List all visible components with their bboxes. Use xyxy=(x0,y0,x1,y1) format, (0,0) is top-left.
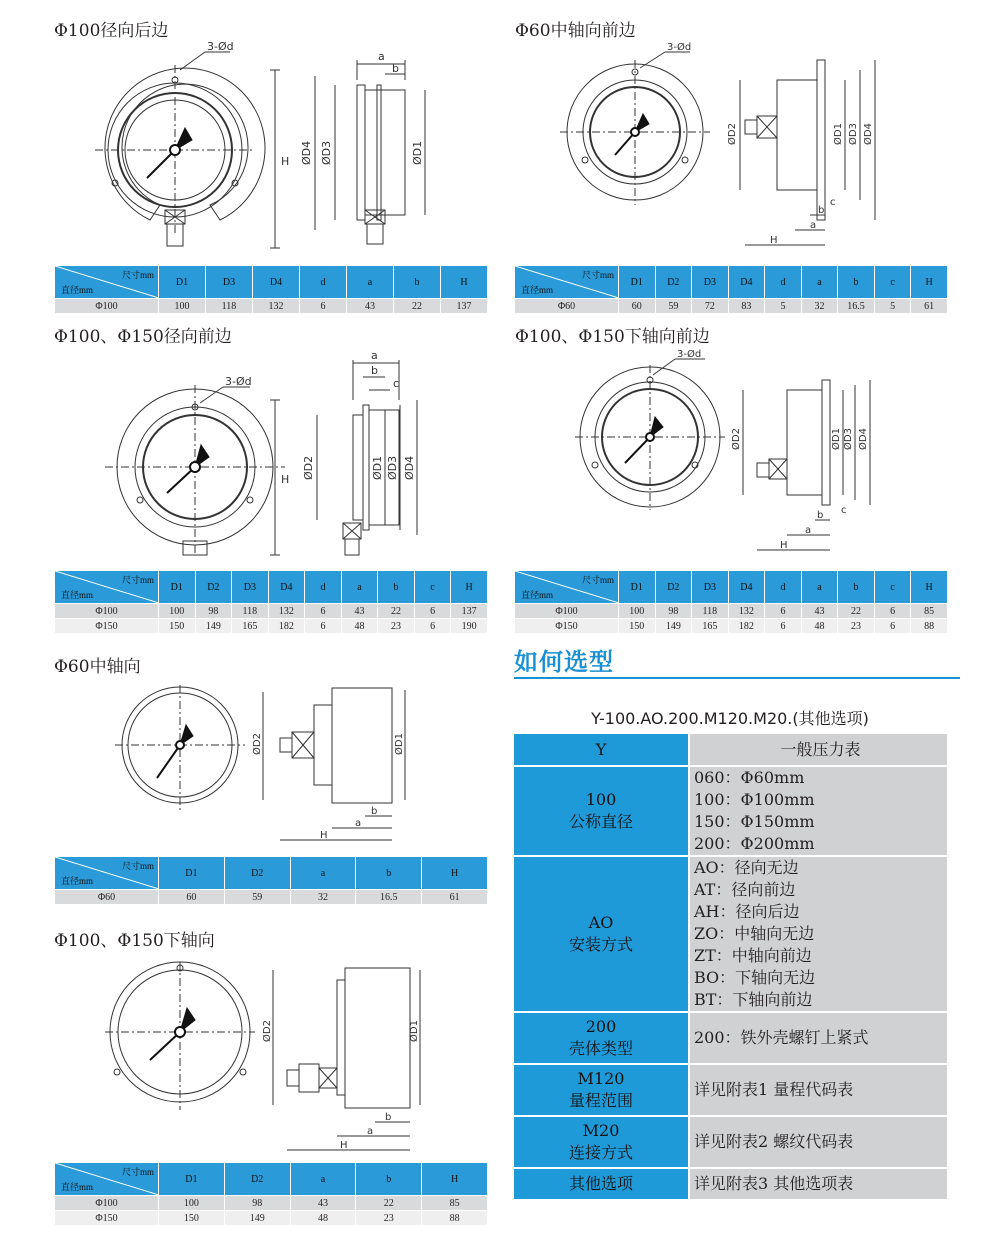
corner-top: 尺寸mm xyxy=(581,270,614,280)
table-cell: 59 xyxy=(224,890,290,905)
table-cell: 132 xyxy=(253,299,300,314)
selection-values xyxy=(689,856,947,1012)
label-D2-2: ØD2 xyxy=(727,123,738,145)
table-row xyxy=(515,619,948,634)
table-header: b xyxy=(838,266,875,299)
section-title-2: Φ60中轴向前边 xyxy=(515,21,636,41)
corner-top: 尺寸mm xyxy=(121,270,154,280)
table-header: D2 xyxy=(655,571,692,604)
label-H-5: H xyxy=(320,830,328,841)
selection-value: ZO：中轴向无边 xyxy=(694,924,815,943)
selection-values xyxy=(689,1064,947,1116)
label-D3-2: ØD3 xyxy=(848,123,859,145)
table-cell: 5 xyxy=(765,299,802,314)
gauge-drawing-2 xyxy=(560,40,900,255)
table-cell: 43 xyxy=(801,604,838,619)
table-header: a xyxy=(290,857,356,890)
selection-code: AO xyxy=(588,913,614,932)
corner-top: 尺寸mm xyxy=(581,575,614,585)
table-cell: 59 xyxy=(655,299,692,314)
label-c-2: c xyxy=(830,197,836,208)
table-cell: 48 xyxy=(341,619,378,634)
selection-code: 100 xyxy=(585,790,617,809)
table-cell: 132 xyxy=(728,604,765,619)
corner-top: 尺寸mm xyxy=(121,861,154,871)
label-b-1: b xyxy=(392,62,399,75)
selection-name: 其他选项 xyxy=(568,1174,633,1193)
table-cell: 32 xyxy=(290,890,356,905)
selection-key xyxy=(514,1168,689,1200)
table-header: D4 xyxy=(728,571,765,604)
label-a-5: a xyxy=(355,818,362,829)
table-cell: 137 xyxy=(451,604,488,619)
corner-bottom: 直径mm xyxy=(521,285,554,295)
table-cell: 6 xyxy=(300,299,347,314)
table-cell: 118 xyxy=(692,604,729,619)
table-cell: 132 xyxy=(268,604,305,619)
selection-name: 公称直径 xyxy=(568,812,633,831)
gauge-drawing-5 xyxy=(115,680,435,850)
selection-row xyxy=(514,1116,947,1168)
table-cell: 22 xyxy=(838,604,875,619)
table-header: D2 xyxy=(195,571,232,604)
table-header: b xyxy=(394,266,441,299)
label-D4-2: ØD4 xyxy=(863,123,874,145)
table-cell: 23 xyxy=(356,1211,422,1226)
section-title-1: Φ100径向后边 xyxy=(54,21,169,41)
selection-value: BO：下轴向无边 xyxy=(694,968,816,987)
selection-row xyxy=(514,1168,947,1200)
table-cell: 182 xyxy=(728,619,765,634)
table-cell: Φ100 xyxy=(515,604,619,619)
label-D4-1: ØD4 xyxy=(300,140,313,165)
table-header: H xyxy=(422,1163,488,1196)
table-cell: 43 xyxy=(290,1196,356,1211)
label-b-5: b xyxy=(371,806,378,817)
table-cell: 60 xyxy=(619,299,656,314)
label-H-4: H xyxy=(780,540,788,551)
table-cell: 6 xyxy=(414,619,451,634)
selection-key xyxy=(514,1012,689,1064)
table-cell: Φ60 xyxy=(515,299,619,314)
corner-top: 尺寸mm xyxy=(121,575,154,585)
table-cell: 61 xyxy=(422,890,488,905)
label-b-4: b xyxy=(817,510,824,521)
table-cell: 6 xyxy=(765,604,802,619)
table-cell: 72 xyxy=(692,299,729,314)
label-a-2: a xyxy=(810,220,817,231)
table-row xyxy=(55,1211,488,1226)
label-c-4: c xyxy=(841,505,847,516)
table-corner xyxy=(55,1163,159,1196)
selection-code: M120 xyxy=(577,1069,625,1088)
table-cell: 6 xyxy=(874,604,911,619)
table-cell: 43 xyxy=(341,604,378,619)
table-corner xyxy=(55,857,159,890)
selection-table xyxy=(514,734,947,1201)
label-b-6: b xyxy=(385,1112,392,1123)
section-title-6: Φ100、Φ150下轴向 xyxy=(54,931,215,951)
selection-value: BT：下轴向前边 xyxy=(694,990,813,1009)
table-cell: Φ100 xyxy=(55,1196,159,1211)
selection-row xyxy=(514,1012,947,1064)
table-cell: 23 xyxy=(838,619,875,634)
table-cell: 150 xyxy=(619,619,656,634)
table-cell: 6 xyxy=(874,619,911,634)
table-header: d xyxy=(300,266,347,299)
label-D4-3: ØD4 xyxy=(403,455,416,480)
table-cell: 149 xyxy=(224,1211,290,1226)
label-D2-5: ØD2 xyxy=(252,733,263,755)
table-cell: 98 xyxy=(224,1196,290,1211)
table-header: b xyxy=(378,571,415,604)
selection-name: 量程范围 xyxy=(568,1091,633,1110)
table-cell: Φ100 xyxy=(55,299,159,314)
label-H-1: H xyxy=(281,155,290,168)
label-D3-3: ØD3 xyxy=(386,455,399,480)
table-cell: 150 xyxy=(159,1211,225,1226)
table-cell: 6 xyxy=(414,604,451,619)
table-cell: 137 xyxy=(441,299,488,314)
label-H-3: H xyxy=(281,473,290,486)
table-cell: 118 xyxy=(206,299,253,314)
corner-bottom: 直径mm xyxy=(61,876,94,886)
selection-value: 详见附表2 螺纹代码表 xyxy=(694,1132,854,1151)
table-cell: 190 xyxy=(451,619,488,634)
dim-table-1 xyxy=(54,265,488,314)
selection-value: 060：Φ60mm xyxy=(694,768,805,787)
selection-code: Y xyxy=(595,739,607,759)
selection-value: 详见附表1 量程代码表 xyxy=(694,1080,854,1099)
selection-key xyxy=(514,734,689,766)
label-hole-4: 3-Ød xyxy=(677,349,702,360)
table-header: b xyxy=(356,857,422,890)
table-header: d xyxy=(765,571,802,604)
selection-row xyxy=(514,856,947,1012)
label-D1-5: ØD1 xyxy=(394,733,405,755)
table-header: c xyxy=(874,571,911,604)
label-D1-4: ØD1 xyxy=(831,428,842,450)
dim-table-2 xyxy=(514,265,948,314)
table-cell: 98 xyxy=(195,604,232,619)
table-header: D1 xyxy=(159,266,206,299)
table-cell: 100 xyxy=(619,604,656,619)
table-cell: 16.5 xyxy=(838,299,875,314)
table-cell: 83 xyxy=(728,299,765,314)
table-header: D2 xyxy=(224,857,290,890)
selection-value: ZT：中轴向前边 xyxy=(694,946,812,965)
label-D1-2: ØD1 xyxy=(833,123,844,145)
selection-value: 一般压力表 xyxy=(780,739,861,759)
corner-bottom: 直径mm xyxy=(61,285,94,295)
table-header: a xyxy=(341,571,378,604)
selection-row xyxy=(514,766,947,856)
table-row xyxy=(515,604,948,619)
dim-table-5 xyxy=(54,856,488,905)
table-header: c xyxy=(874,266,911,299)
table-header: D2 xyxy=(655,266,692,299)
table-header: H xyxy=(422,857,488,890)
table-cell: 48 xyxy=(801,619,838,634)
table-cell: Φ60 xyxy=(55,890,159,905)
selection-key xyxy=(514,856,689,1012)
table-header: D3 xyxy=(206,266,253,299)
selection-value: 详见附表3 其他选项表 xyxy=(694,1174,854,1193)
label-b-2: b xyxy=(818,205,825,216)
corner-bottom: 直径mm xyxy=(61,590,94,600)
table-cell: Φ100 xyxy=(55,604,159,619)
table-cell: 100 xyxy=(159,604,196,619)
table-cell: Φ150 xyxy=(55,1211,159,1226)
selection-code: M20 xyxy=(582,1121,620,1140)
label-a-6: a xyxy=(367,1126,374,1137)
table-header: D1 xyxy=(159,857,225,890)
selection-row xyxy=(514,734,947,766)
label-c-3: c xyxy=(393,377,400,390)
selection-values xyxy=(689,734,947,766)
corner-bottom: 直径mm xyxy=(521,590,554,600)
selection-code: 200 xyxy=(585,1017,617,1036)
model-code: Y-100.AO.200.M120.M20.(其他选项) xyxy=(591,709,869,728)
table-cell: 22 xyxy=(378,604,415,619)
table-row xyxy=(55,619,488,634)
table-cell: 5 xyxy=(874,299,911,314)
gauge-drawing-4 xyxy=(575,345,895,560)
selection-row xyxy=(514,1064,947,1116)
table-header: D4 xyxy=(253,266,300,299)
label-hole-2: 3-Ød xyxy=(667,42,692,53)
selection-value: AT：径向前边 xyxy=(694,880,796,899)
table-cell: 149 xyxy=(655,619,692,634)
table-cell: 61 xyxy=(911,299,948,314)
table-cell: 85 xyxy=(422,1196,488,1211)
table-corner xyxy=(55,571,159,604)
howto-title: 如何选型 xyxy=(514,648,614,676)
table-header: D1 xyxy=(619,571,656,604)
section-title-5: Φ60中轴向 xyxy=(54,657,141,677)
table-cell: 98 xyxy=(655,604,692,619)
table-header: a xyxy=(801,266,838,299)
label-D1-6: ØD1 xyxy=(409,1020,420,1042)
table-cell: 182 xyxy=(268,619,305,634)
table-header: D4 xyxy=(268,571,305,604)
label-D2-3: ØD2 xyxy=(302,455,315,480)
table-cell: 149 xyxy=(195,619,232,634)
label-a-4: a xyxy=(805,525,812,536)
table-cell: 60 xyxy=(159,890,225,905)
table-cell: 85 xyxy=(911,604,948,619)
selection-value: 150：Φ150mm xyxy=(694,812,815,831)
selection-values xyxy=(689,766,947,856)
selection-key xyxy=(514,1064,689,1116)
table-cell: 16.5 xyxy=(356,890,422,905)
selection-name: 连接方式 xyxy=(568,1143,633,1162)
table-cell: 6 xyxy=(305,619,342,634)
table-header: c xyxy=(414,571,451,604)
selection-value: 200：Φ200mm xyxy=(694,834,815,853)
label-D2-6: ØD2 xyxy=(262,1020,273,1042)
table-corner xyxy=(515,266,619,299)
table-row xyxy=(55,1196,488,1211)
selection-key xyxy=(514,766,689,856)
table-header: d xyxy=(765,266,802,299)
dim-table-6 xyxy=(54,1162,488,1226)
howto-header xyxy=(514,642,960,679)
selection-values xyxy=(689,1116,947,1168)
label-hole-1: 3-Ød xyxy=(207,40,234,53)
corner-bottom: 直径mm xyxy=(61,1182,94,1192)
table-cell: 165 xyxy=(692,619,729,634)
dim-table-4 xyxy=(514,570,948,634)
table-header: D1 xyxy=(619,266,656,299)
table-cell: 6 xyxy=(765,619,802,634)
table-header: b xyxy=(356,1163,422,1196)
table-cell: Φ150 xyxy=(55,619,159,634)
selection-value: AO：径向无边 xyxy=(694,858,799,877)
table-cell: 88 xyxy=(422,1211,488,1226)
table-header: a xyxy=(347,266,394,299)
table-cell: 165 xyxy=(232,619,269,634)
label-a-3: a xyxy=(371,349,378,362)
table-header: H xyxy=(441,266,488,299)
gauge-drawing-1 xyxy=(95,40,455,255)
selection-values xyxy=(689,1168,947,1200)
table-corner xyxy=(515,571,619,604)
label-a-1: a xyxy=(378,50,385,63)
table-row xyxy=(515,299,948,314)
table-header: b xyxy=(838,571,875,604)
table-cell: 23 xyxy=(378,619,415,634)
table-cell: 118 xyxy=(232,604,269,619)
table-cell: 100 xyxy=(159,299,206,314)
selection-value: 200：铁外壳螺钉上紧式 xyxy=(694,1028,869,1047)
label-b-3: b xyxy=(371,364,378,377)
section-title-4: Φ100、Φ150下轴向前边 xyxy=(515,327,710,347)
selection-value: AH：径向后边 xyxy=(694,902,800,921)
table-cell: 150 xyxy=(159,619,196,634)
table-cell: 43 xyxy=(347,299,394,314)
gauge-drawing-3 xyxy=(95,345,455,565)
table-header: D3 xyxy=(692,571,729,604)
table-cell: 22 xyxy=(394,299,441,314)
table-header: D1 xyxy=(159,571,196,604)
table-header: D3 xyxy=(232,571,269,604)
table-cell: 6 xyxy=(305,604,342,619)
label-H-2: H xyxy=(770,235,778,246)
table-header: D2 xyxy=(224,1163,290,1196)
table-corner xyxy=(55,266,159,299)
corner-top: 尺寸mm xyxy=(121,1167,154,1177)
label-D2-4: ØD2 xyxy=(731,428,742,450)
table-header: D3 xyxy=(692,266,729,299)
table-header: d xyxy=(305,571,342,604)
label-D3-4: ØD3 xyxy=(843,428,854,450)
table-header: H xyxy=(911,266,948,299)
gauge-drawing-6 xyxy=(105,960,435,1160)
label-D3-1: ØD3 xyxy=(320,140,333,165)
table-row xyxy=(55,604,488,619)
table-header: H xyxy=(451,571,488,604)
table-cell: 22 xyxy=(356,1196,422,1211)
table-header: D4 xyxy=(728,266,765,299)
label-D1-3: ØD1 xyxy=(371,455,384,480)
table-cell: 32 xyxy=(801,299,838,314)
dim-table-3 xyxy=(54,570,488,634)
table-header: a xyxy=(801,571,838,604)
selection-name: 安装方式 xyxy=(568,935,633,954)
section-title-3: Φ100、Φ150径向前边 xyxy=(54,327,232,347)
table-cell: Φ150 xyxy=(515,619,619,634)
label-H-6: H xyxy=(340,1140,348,1151)
table-cell: 100 xyxy=(159,1196,225,1211)
selection-values xyxy=(689,1012,947,1064)
table-header: D1 xyxy=(159,1163,225,1196)
table-cell: 48 xyxy=(290,1211,356,1226)
selection-key xyxy=(514,1116,689,1168)
table-cell: 88 xyxy=(911,619,948,634)
label-D4-4: ØD4 xyxy=(858,428,869,450)
selection-name: 壳体类型 xyxy=(568,1039,633,1058)
table-row xyxy=(55,890,488,905)
label-hole-3: 3-Ød xyxy=(225,375,252,388)
selection-value: 100：Φ100mm xyxy=(694,790,815,809)
table-row xyxy=(55,299,488,314)
table-header: a xyxy=(290,1163,356,1196)
table-header: H xyxy=(911,571,948,604)
label-D1-1: ØD1 xyxy=(411,140,424,165)
